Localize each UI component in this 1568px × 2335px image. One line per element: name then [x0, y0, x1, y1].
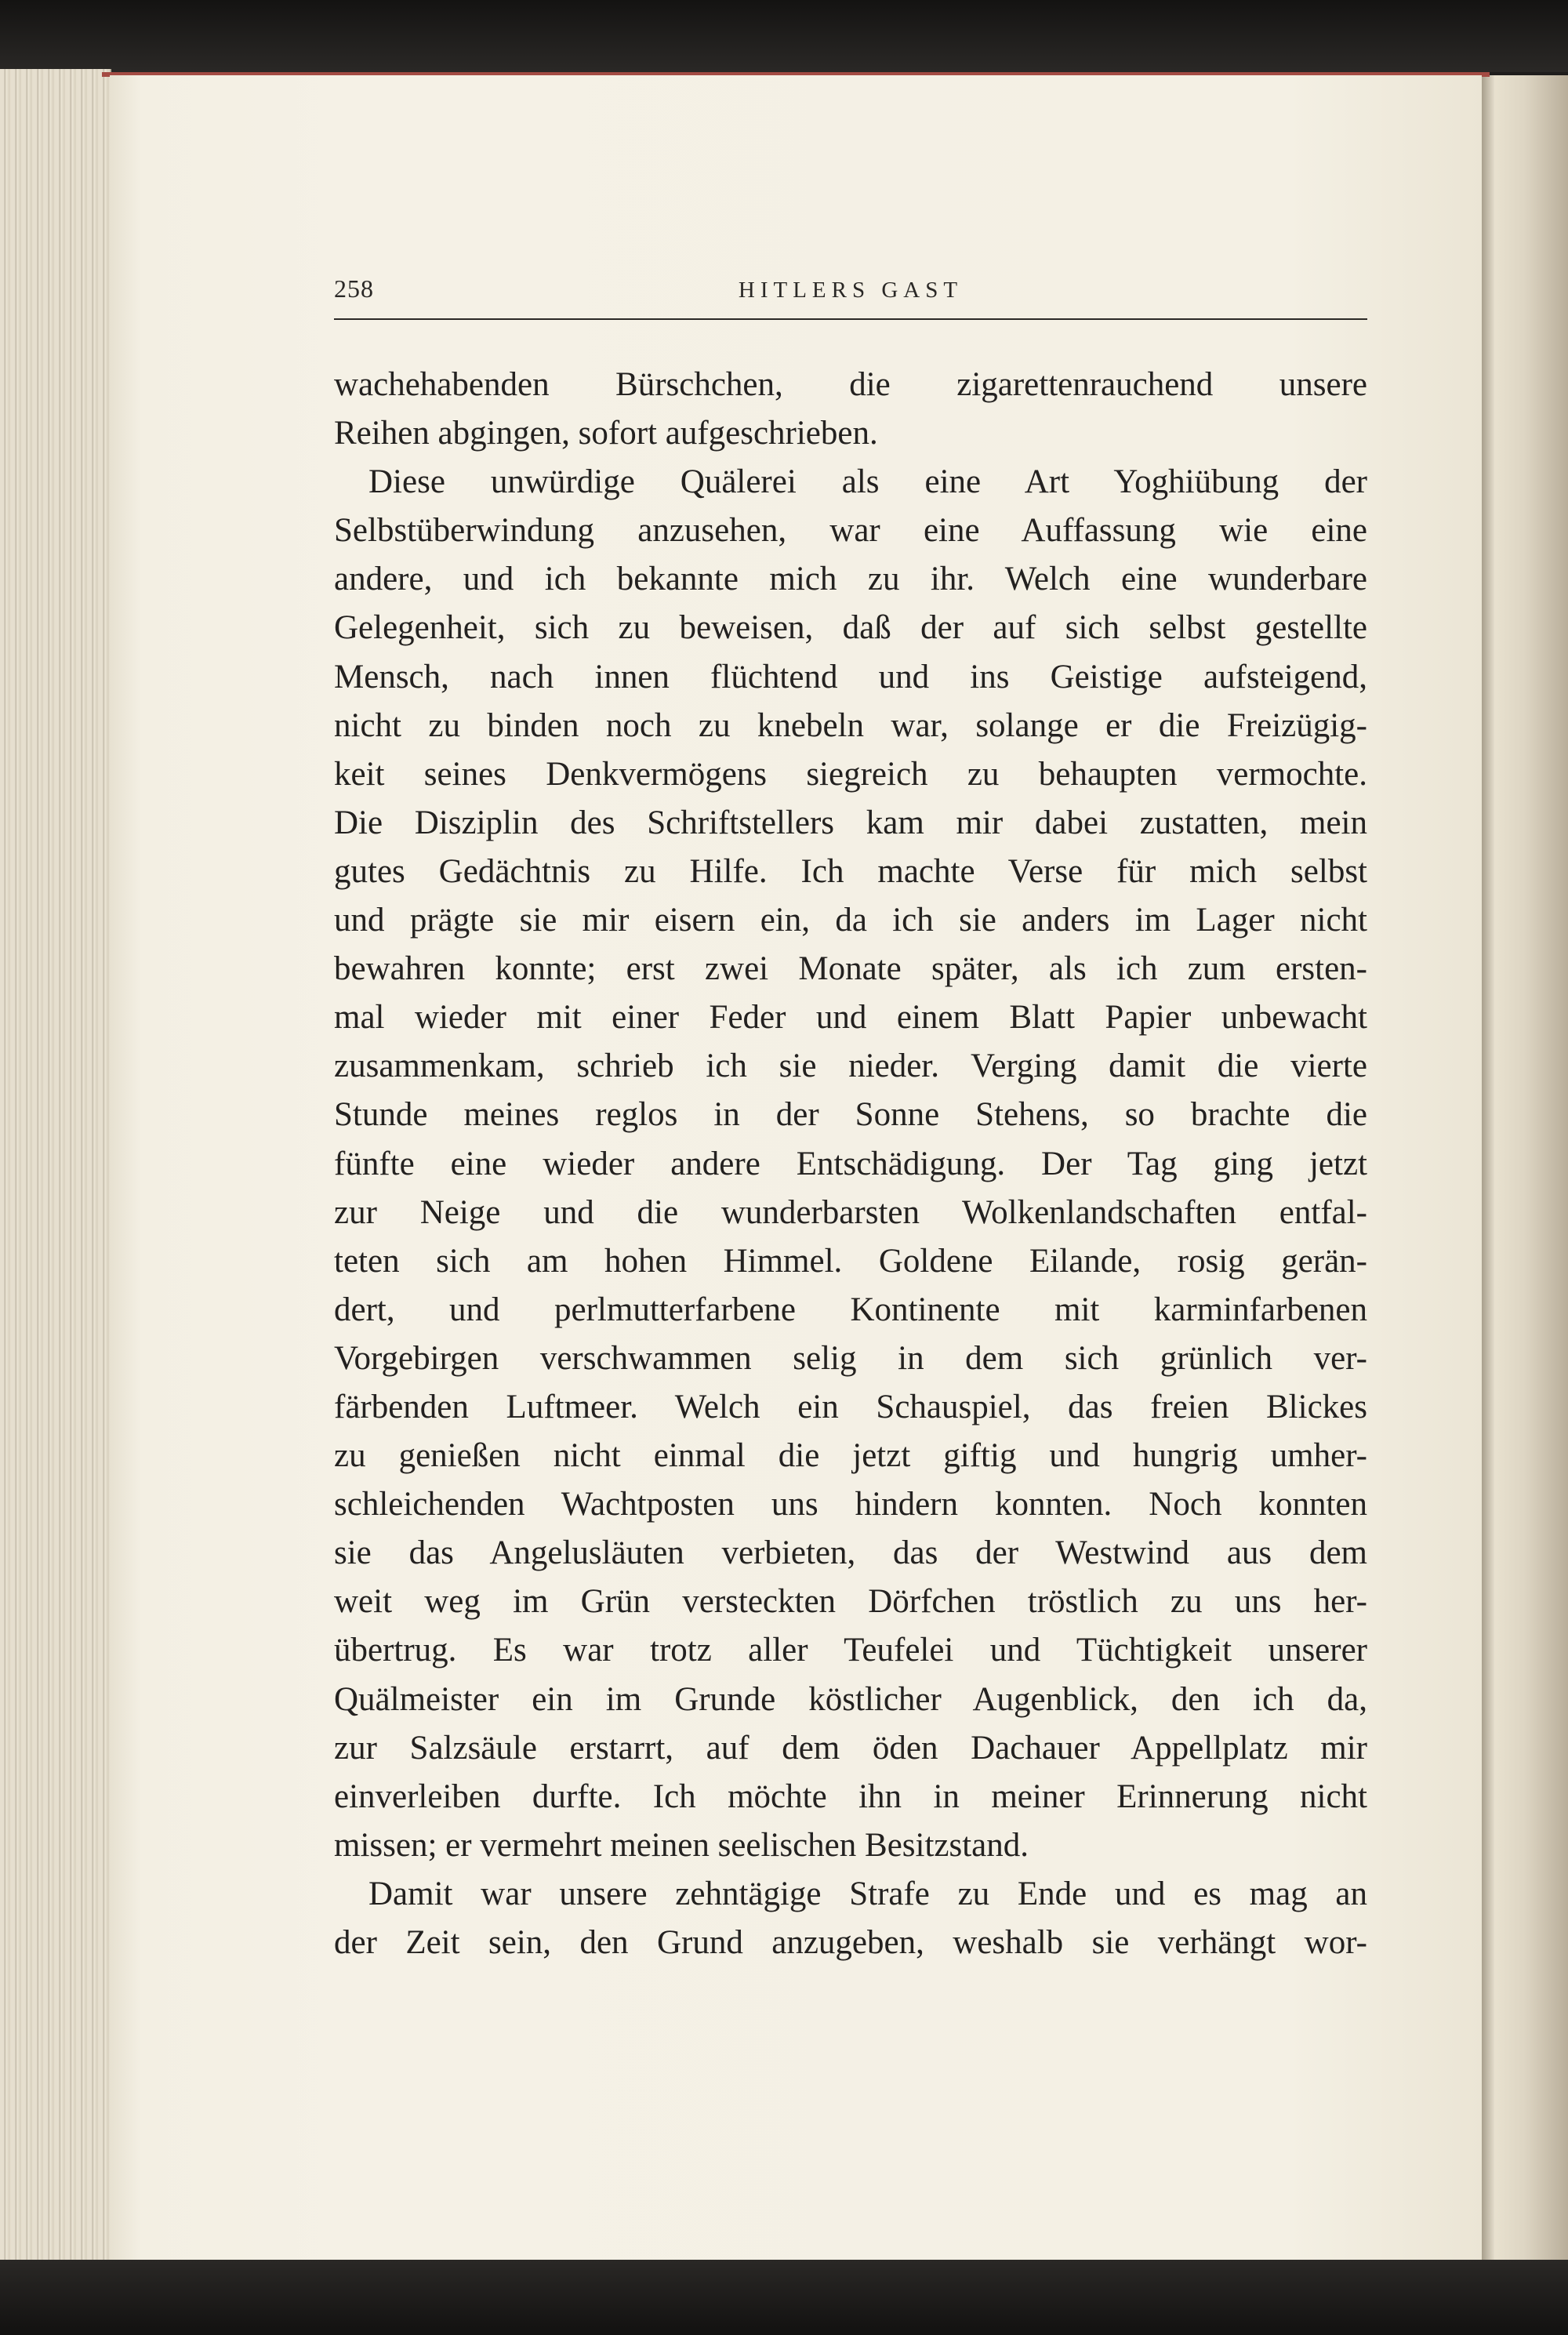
text-line: färbenden Luftmeer. Welch ein Schauspiel, das freien Blickes	[334, 1388, 1367, 1425]
text-line: Reihen abgingen, sofort aufgeschrieben.	[334, 415, 878, 452]
page-number: 258	[334, 274, 374, 303]
text-line: zur Neige und die wunderbarsten Wolkenlandschaften entfal-	[334, 1193, 1367, 1231]
text-line: dert, und perlmutterfarbene Kontinente mit karminfarbenen	[334, 1291, 1367, 1328]
text-line: bewahren konnte; erst zwei Monate später, als ich zum ersten-	[334, 950, 1367, 988]
text-line: Selbstüberwindung anzusehen, war eine Auffassung wie eine	[334, 512, 1367, 550]
text-line: nicht zu binden noch zu knebeln war, solange er die Freizügig-	[334, 706, 1367, 744]
text-line: andere, und ich bekannte mich zu ihr. Welch eine wunderbare	[334, 561, 1367, 598]
text-line: missen; er vermehrt meinen seelischen Besitzstand.	[334, 1826, 1029, 1864]
text-line: weit weg im Grün versteckten Dörfchen tröstlich zu uns her-	[334, 1583, 1367, 1621]
text-line: keit seines Denkvermögens siegreich zu behaupten vermochte.	[334, 755, 1367, 793]
text-line: zusammenkam, schrieb ich sie nieder. Verging damit die vierte	[334, 1048, 1367, 1085]
text-line: der Zeit sein, den Grund anzugeben, weshalb sie verhängt wor-	[334, 1924, 1367, 1961]
text-line: Die Disziplin des Schriftstellers kam mir dabei zustatten, mein	[334, 804, 1367, 841]
page-header	[334, 274, 1367, 320]
text-line: Damit war unsere zehntägige Strafe zu Ende und es mag an	[368, 1875, 1367, 1912]
text-line: Stunde meines reglos in der Sonne Stehens, so brachte die	[334, 1096, 1367, 1134]
text-line: zu genießen nicht einmal die jetzt giftig und hungrig umher-	[334, 1437, 1367, 1475]
text-line: teten sich am hohen Himmel. Goldene Eilande, rosig gerän-	[334, 1242, 1367, 1280]
text-line: einverleiben durfte. Ich möchte ihn in meiner Erinnerung nicht	[334, 1778, 1367, 1815]
scan-border-bottom	[0, 2260, 1568, 2335]
text-line: gutes Gedächtnis zu Hilfe. Ich machte Verse für mich selbst	[334, 852, 1367, 890]
text-line: sie das Angelusläuten verbieten, das der Westwind aus dem	[334, 1534, 1367, 1572]
text-line: zur Salzsäule erstarrt, auf dem öden Dachauer Appellplatz mir	[334, 1729, 1367, 1767]
text-line: wachehabenden Bürschchen, die zigarettenrauchend unsere	[334, 366, 1367, 403]
text-line: fünfte eine wieder andere Entschädigung. Der Tag ging jetzt	[334, 1145, 1367, 1182]
text-line: schleichenden Wachtposten uns hindern konnten. Noch konnten	[334, 1486, 1367, 1523]
text-line: mal wieder mit einer Feder und einem Blatt Papier unbewacht	[334, 999, 1367, 1037]
text-line: Vorgebirgen verschwammen selig in dem sich grünlich ver-	[334, 1339, 1367, 1377]
book-spine-strip	[1482, 75, 1494, 2260]
text-line: Quälmeister ein im Grunde köstlicher Augenblick, den ich da,	[334, 1680, 1367, 1718]
text-line: Gelegenheit, sich zu beweisen, daß der auf sich selbst gestellte	[334, 609, 1367, 647]
book-page-edges	[0, 69, 111, 2264]
body-text	[334, 361, 1367, 1967]
scan-border-top	[0, 0, 1568, 72]
running-head: HITLERS GAST	[738, 278, 964, 303]
text-line: übertrug. Es war trotz aller Teufelei und Tüchtigkeit unserer	[334, 1632, 1367, 1669]
text-line: und prägte sie mir eisern ein, da ich sie anders im Lager nicht	[334, 902, 1367, 939]
text-line: Mensch, nach innen flüchtend und ins Geistige aufsteigend,	[334, 658, 1367, 695]
text-line: Diese unwürdige Quälerei als eine Art Yoghiübung der	[368, 463, 1367, 501]
